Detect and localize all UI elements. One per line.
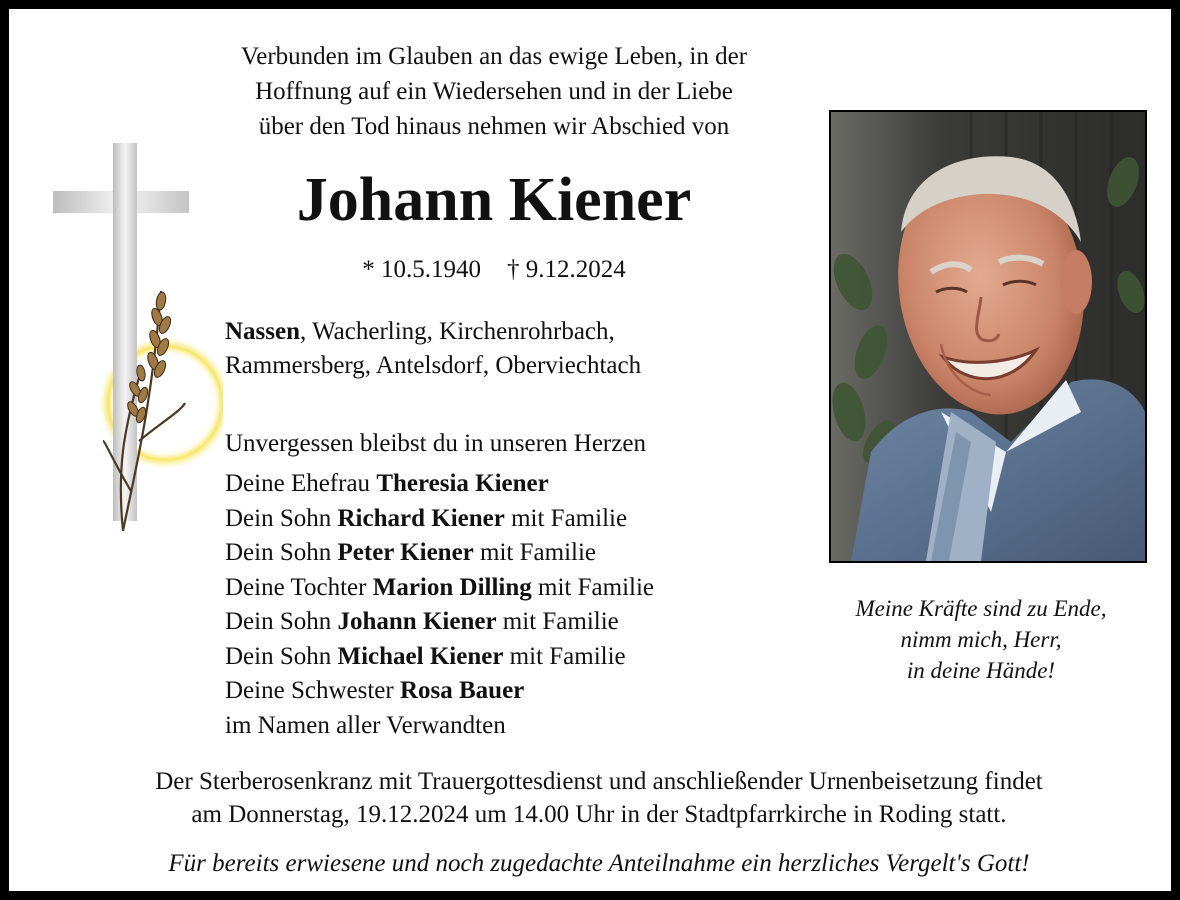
mourner-name: Marion Dilling bbox=[372, 573, 532, 601]
mourner-relation: Dein Sohn bbox=[225, 504, 338, 532]
mourner-relation: Dein Sohn bbox=[225, 642, 338, 670]
mourner-name: Johann Kiener bbox=[337, 608, 497, 635]
mourner-relation: Deine Schwester bbox=[225, 677, 400, 704]
funeral-service-info bbox=[29, 765, 1169, 831]
service-line: am Donnerstag, 19.12.2024 um 14.00 Uhr in der Stadtpfarrkirche in Roding statt. bbox=[191, 801, 1007, 828]
places-home: Nassen bbox=[225, 318, 301, 345]
service-line: Der Sterberosenkranz mit Trauergottesdienst und anschließender Urnenbeisetzung findet bbox=[155, 768, 1043, 795]
mourner-suffix: mit Familie bbox=[531, 573, 654, 601]
places-line: Rammersberg, Antelsdorf, Oberviechtach bbox=[225, 352, 642, 379]
mourner-suffix: mit Familie bbox=[496, 608, 619, 635]
quote-line: nimm mich, Herr, bbox=[900, 627, 1062, 652]
mourner-name: Rosa Bauer bbox=[399, 677, 525, 704]
cross-with-wheat-and-sun-icon bbox=[53, 141, 223, 546]
intro-text bbox=[149, 39, 839, 144]
mourner-row bbox=[225, 536, 805, 571]
mourners-list bbox=[225, 467, 805, 743]
mourner-relation: Dein Sohn bbox=[225, 608, 338, 635]
mourner-row bbox=[225, 502, 805, 537]
mourner-name: Michael Kiener bbox=[337, 642, 504, 670]
mourner-name: Theresia Kiener bbox=[376, 470, 549, 497]
intro-line: Verbunden im Glauben an das ewige Leben, in der bbox=[240, 43, 748, 70]
intro-line: Hoffnung auf ein Wiedersehen und in der Liebe bbox=[255, 78, 733, 105]
birth-date: * 10.5.1940 bbox=[362, 256, 481, 283]
mourner-row bbox=[225, 467, 805, 502]
mourner-row bbox=[225, 640, 805, 675]
mourner-name: Richard Kiener bbox=[337, 504, 505, 532]
mourner-suffix: mit Familie bbox=[503, 642, 626, 670]
mourner-relation: Deine Tochter bbox=[225, 573, 373, 601]
mourner-row bbox=[225, 674, 805, 709]
mourner-suffix: mit Familie bbox=[504, 504, 628, 532]
life-dates bbox=[309, 254, 679, 286]
remembrance-line: Unvergessen bleibst du in unseren Herzen bbox=[225, 430, 646, 457]
places-list bbox=[225, 315, 785, 383]
quote bbox=[821, 593, 1141, 686]
closing-line: im Namen aller Verwandten bbox=[225, 711, 506, 739]
mourner-row bbox=[225, 571, 805, 606]
thanks-line: Für bereits erwiesene und noch zugedachte Anteilnahme ein herzliches Vergelt's Gott! bbox=[168, 850, 1030, 877]
mourner-relation: Deine Ehefrau bbox=[225, 470, 377, 497]
mourner-relation: Dein Sohn bbox=[225, 539, 338, 566]
intro-line: über den Tod hinaus nehmen wir Abschied von bbox=[258, 113, 730, 140]
death-date: † 9.12.2024 bbox=[507, 256, 626, 283]
places-rest: , Wacherling, Kirchenrohrbach, bbox=[300, 318, 615, 345]
quote-line: Meine Kräfte sind zu Ende, bbox=[855, 596, 1107, 621]
quote-line: in deine Hände! bbox=[906, 658, 1056, 683]
mourner-suffix: mit Familie bbox=[473, 539, 596, 566]
deceased-name: Johann Kiener bbox=[296, 166, 692, 234]
mourner-row bbox=[225, 605, 805, 640]
places-line bbox=[225, 315, 785, 349]
portrait-photo bbox=[829, 110, 1147, 563]
mourner-name: Peter Kiener bbox=[337, 539, 474, 566]
